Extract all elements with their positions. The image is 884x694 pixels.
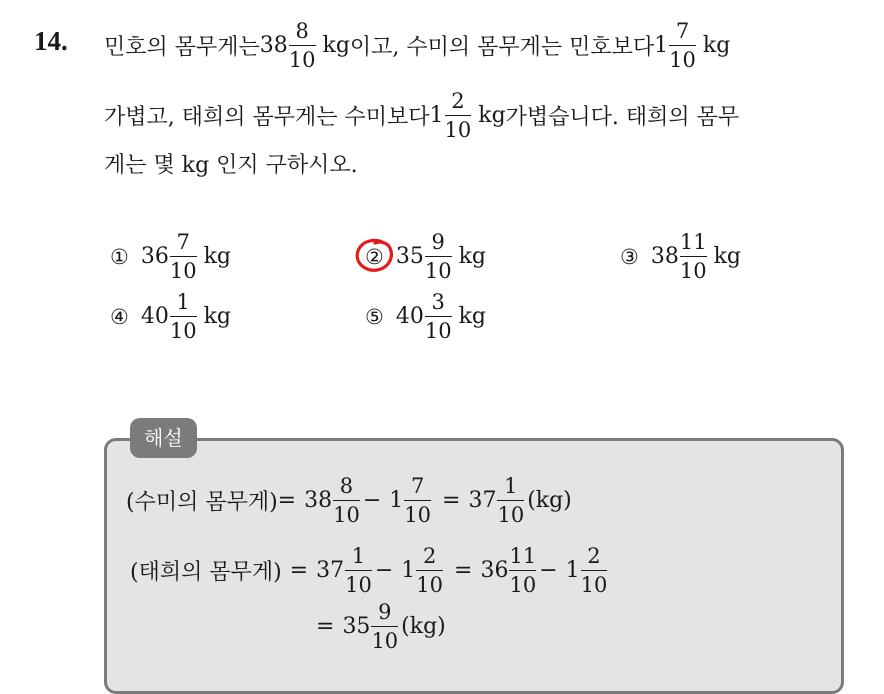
fraction-bar [669,45,696,46]
denominator: 10 [288,47,316,72]
unit: kg [702,32,731,58]
denominator: 10 [669,47,696,72]
mixed-whole: 35 [342,614,371,639]
numerator: 2 [451,88,465,113]
denominator: 10 [345,573,372,597]
solution-line-3 [316,600,446,653]
solution-line-2 [130,544,610,597]
denominator: 10 [404,503,432,527]
mixed-whole: 40 [395,304,424,329]
answer-circle-mark [354,237,396,275]
minus-sign: − [362,488,382,513]
mixed-whole: 35 [395,244,424,269]
choice-5[interactable] [365,290,486,343]
numerator: 1 [176,290,190,314]
equals-sign: = [442,488,461,513]
fraction [404,474,431,527]
fraction-bar [581,570,608,571]
denominator: 10 [416,573,444,597]
unit: kg [713,244,741,269]
solution-tag: 해설 [130,418,197,458]
mixed-whole: 38 [650,244,679,269]
fraction [345,544,372,597]
fraction-bar [170,256,197,257]
equals-sign: = [277,488,297,513]
solution-label: (수미의 몸무게) [126,490,278,515]
choice-number: ③ [620,244,639,269]
fraction-bar [445,115,472,116]
denominator: 10 [580,573,608,597]
unit: kg [322,32,350,58]
question-line-2 [104,84,739,146]
numerator: 3 [431,290,445,314]
fraction-bar [289,45,316,46]
mixed-whole: 1 [429,102,444,128]
unit: kg [458,304,486,329]
unit: (kg) [527,488,572,513]
equals-sign: = [454,558,473,583]
numerator: 11 [509,544,537,568]
choice-number: ① [110,244,129,269]
fraction [425,230,452,283]
mixed-whole: 40 [140,304,169,329]
mixed-whole: 1 [565,558,580,583]
fraction-bar [425,256,452,257]
fraction [669,19,696,72]
mixed-whole: 38 [259,32,288,58]
fraction [416,544,443,597]
numerator: 1 [351,544,366,568]
mixed-whole: 37 [316,558,345,583]
fraction-bar [170,316,197,317]
question-text: 이고, 수미의 몸무게는 민호보다 [349,34,655,60]
fraction-bar [333,500,360,501]
fraction [170,230,197,283]
fraction [333,474,360,527]
question-text: 가볍습니다. 태희의 몸무 [505,104,740,130]
question-text: 민호의 몸무게는 [104,34,260,60]
denominator: 10 [169,319,197,343]
denominator: 10 [424,319,452,343]
denominator: 10 [169,259,197,283]
fraction [509,544,536,597]
question-line-1 [104,14,730,76]
fraction-bar [680,256,707,257]
unit: kg [203,304,231,329]
fraction-bar [404,500,431,501]
numerator: 9 [378,600,392,624]
minus-sign: − [539,558,558,583]
numerator: 7 [176,230,190,254]
mixed-whole: 36 [140,244,169,269]
mixed-whole: 37 [468,488,497,513]
numerator: 11 [679,230,707,254]
equals-sign: = [289,558,309,583]
mixed-whole: 1 [654,32,669,58]
choice-1[interactable] [110,230,231,283]
unit: (kg) [401,614,446,639]
fraction-bar [425,316,452,317]
fraction-bar [509,570,536,571]
fraction [581,544,608,597]
answer-circle-stroke [357,240,391,270]
mixed-whole: 36 [480,558,509,583]
numerator: 8 [339,474,354,498]
numerator: 9 [431,230,445,254]
choice-number: ⑤ [365,304,384,329]
equals-sign: = [316,614,335,639]
fraction [371,600,398,653]
unit: kg [478,102,506,128]
denominator: 10 [497,503,525,527]
fraction [425,290,452,343]
fraction [445,89,472,142]
denominator: 10 [679,259,707,283]
numerator: 1 [504,474,518,498]
numerator: 8 [295,18,309,43]
fraction [170,290,197,343]
numerator: 7 [675,18,690,43]
unit: kg [203,244,231,269]
numerator: 2 [587,544,601,568]
fraction [497,474,524,527]
question-number: 14. [34,26,68,56]
fraction-bar [497,500,524,501]
denominator: 10 [333,503,360,527]
fraction-bar [371,626,398,627]
choice-4[interactable] [110,290,231,343]
question-text: 가볍고, 태희의 몸무게는 수미보다 [104,104,430,130]
choice-3[interactable] [620,230,741,283]
choice-number: ④ [110,304,129,329]
unit: kg [458,244,486,269]
fraction-bar [416,570,443,571]
choice-number: ② [365,244,384,269]
denominator: 10 [444,117,472,142]
mixed-whole: 38 [304,488,333,513]
solution-line-1 [126,474,572,527]
denominator: 10 [371,629,399,653]
mixed-whole: 1 [401,558,416,583]
mixed-whole: 1 [389,488,404,513]
minus-sign: − [374,558,394,583]
denominator: 10 [424,259,452,283]
fraction-bar [345,570,372,571]
fraction [680,230,707,283]
question-line-3: 게는 몇 kg 인지 구하시오. [104,153,358,178]
fraction [289,19,316,72]
numerator: 2 [422,544,437,568]
numerator: 7 [410,474,425,498]
denominator: 10 [509,573,537,597]
solution-label: (태희의 몸무게) [130,560,282,585]
